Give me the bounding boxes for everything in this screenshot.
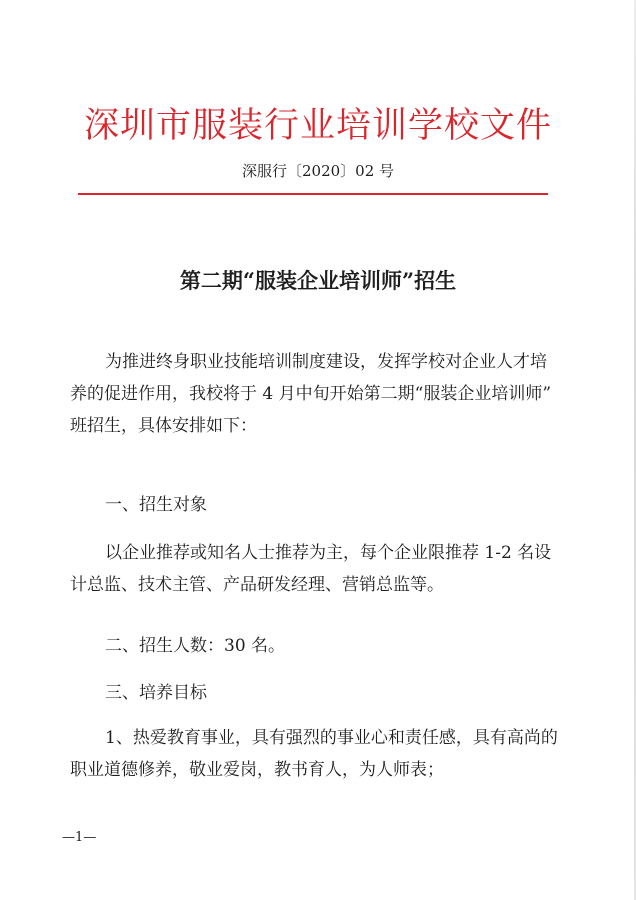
document-number: 深服行〔2020〕02 号 bbox=[241, 162, 395, 180]
section-heading-enrollment-count: 二、招生人数：30 名。 bbox=[105, 636, 286, 656]
section-heading-training-goals: 三、培养目标 bbox=[105, 683, 207, 703]
section1-paragraph bbox=[70, 537, 570, 601]
intro-paragraph bbox=[70, 346, 570, 442]
section1-line: 以企业推荐或知名人士推荐为主，每个企业限推荐 1-2 名设 bbox=[105, 543, 552, 563]
section3-line: 1、热爱教育事业，具有强烈的事业心和责任感，具有高尚的 bbox=[105, 728, 558, 748]
section3-line: 职业道德修养，敬业爱岗，教书育人，为人师表； bbox=[70, 760, 444, 780]
intro-line: 为推进终身职业技能培训制度建设，发挥学校对企业人才培 bbox=[105, 352, 547, 372]
issuer-header-title: 深圳市服装行业培训学校文件 bbox=[83, 106, 552, 146]
section1-line: 计总监、技术主管、产品研发经理、营销总监等。 bbox=[70, 575, 444, 595]
intro-line: 班招生，具体安排如下： bbox=[70, 416, 257, 436]
page-number: —1— bbox=[62, 830, 97, 845]
section3-paragraph bbox=[70, 722, 570, 786]
section-heading-enrollment-target: 一、招生对象 bbox=[105, 495, 207, 515]
document-title: 第二期“服装企业培训师”招生 bbox=[179, 268, 457, 293]
red-header-rule bbox=[78, 193, 548, 195]
intro-line: 养的促进作用，我校将于 4 月中旬开始第二期“服装企业培训师” bbox=[70, 384, 552, 404]
